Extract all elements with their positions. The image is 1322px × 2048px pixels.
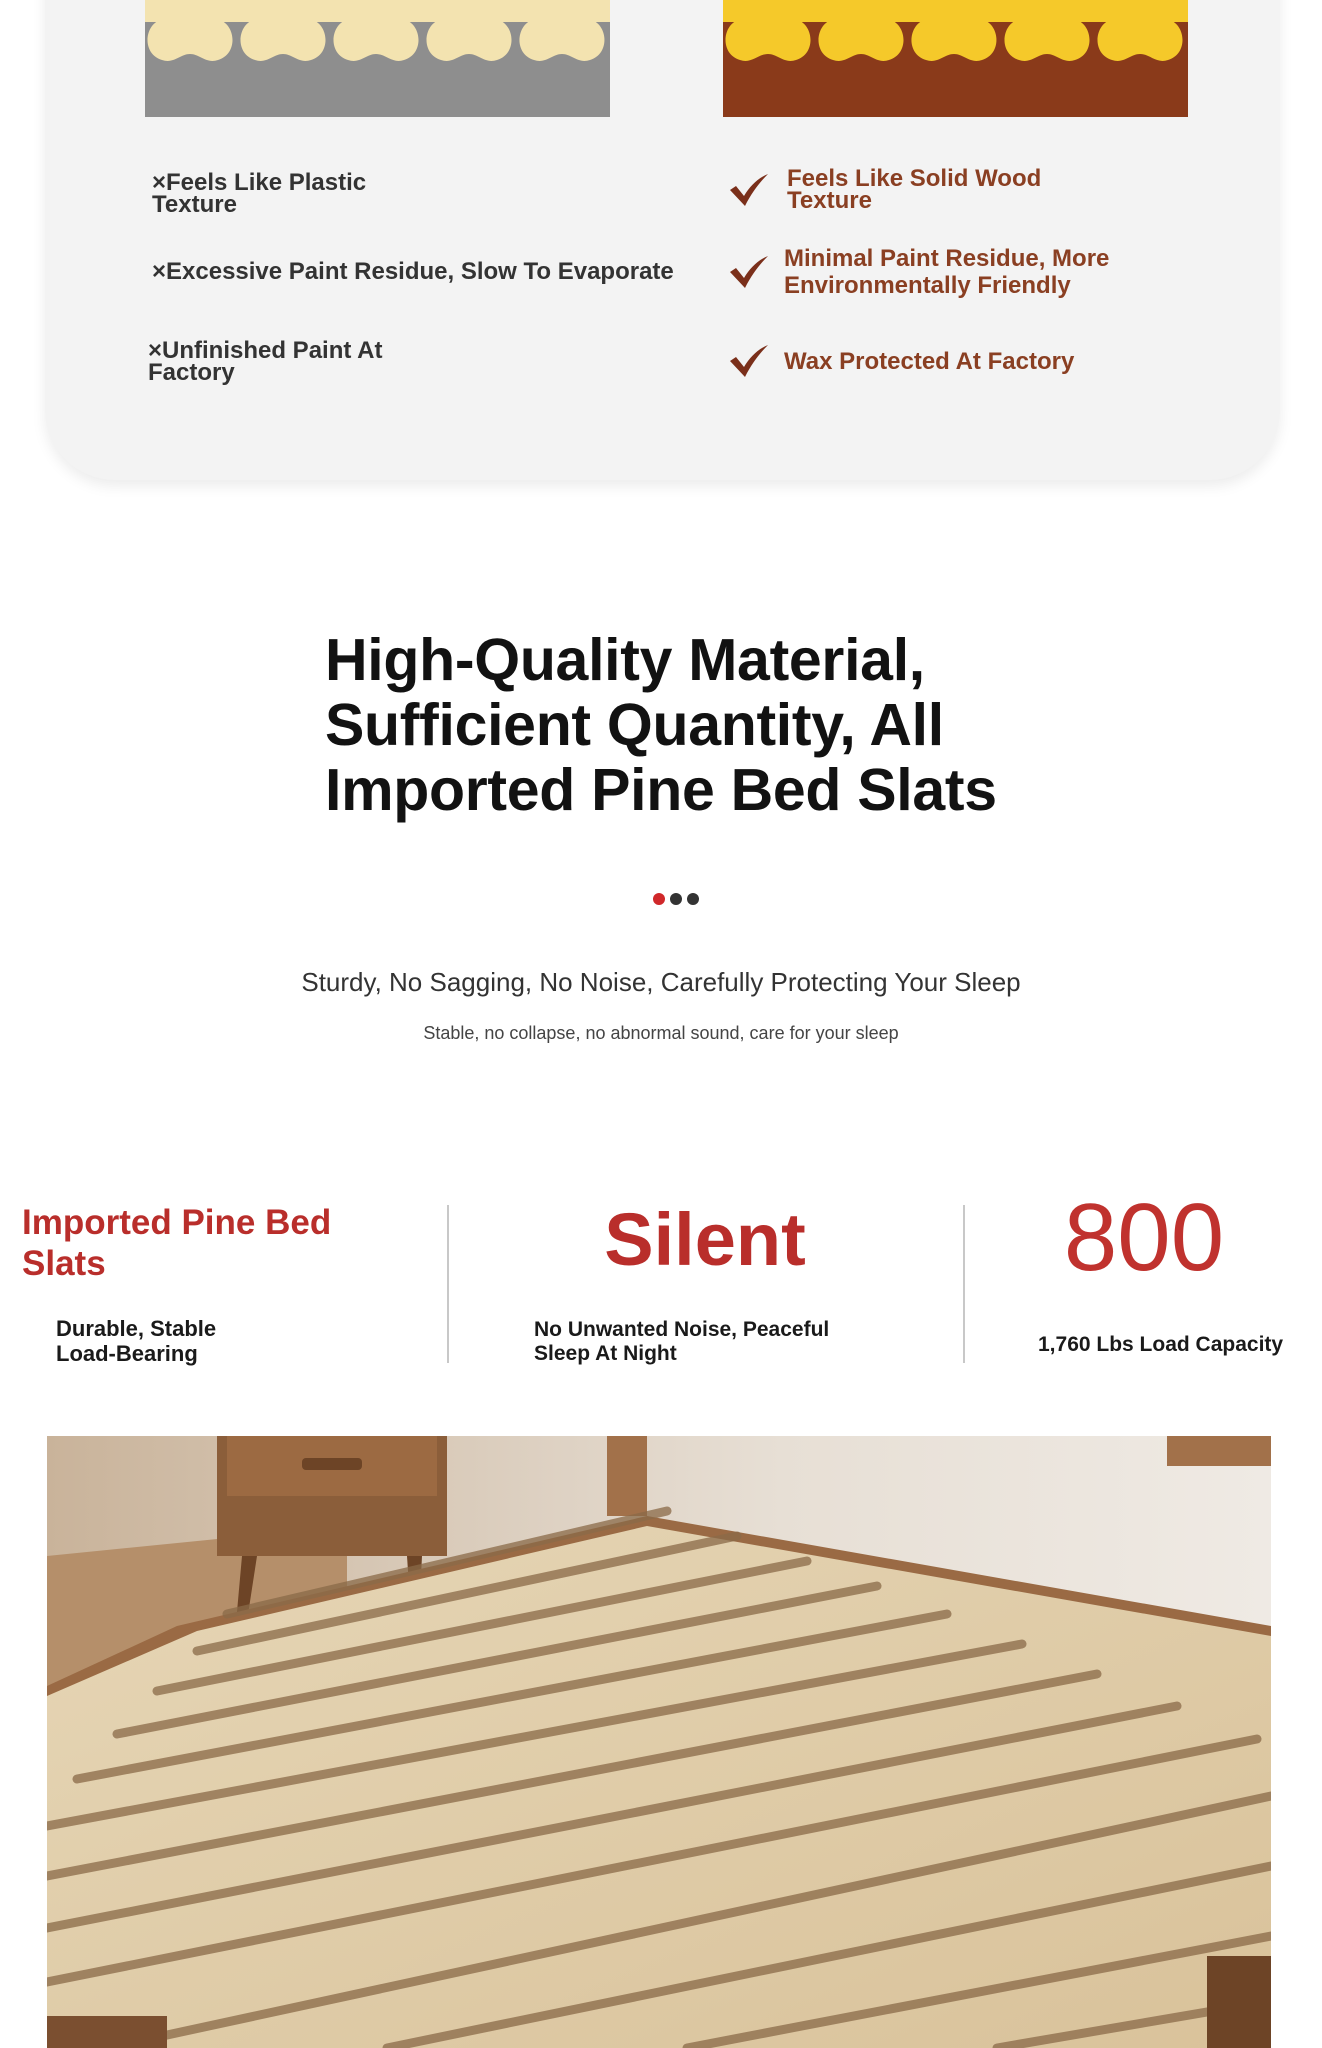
stat-divider [963, 1205, 965, 1363]
carousel-dot[interactable] [687, 893, 699, 905]
stat-desc-load-capacity: 1,760 Lbs Load Capacity [1038, 1333, 1284, 1356]
stat-divider [447, 1205, 449, 1363]
bed-slats-photo [47, 1436, 1271, 2048]
stat-title-silent: Silent [604, 1198, 806, 1281]
wood-feature-paint-residue: Minimal Paint Residue, More Environmentally Friendly [784, 245, 1110, 299]
carousel-dot-active[interactable] [653, 893, 665, 905]
stat-value-800: 800 [1063, 1184, 1225, 1291]
plastic-texture-swatch [145, 0, 610, 117]
check-icon [728, 343, 770, 379]
wood-feature-texture: Feels Like Solid Wood Texture [787, 165, 1042, 214]
bed-slats-illustration [47, 1436, 1271, 2048]
check-icon [728, 172, 770, 208]
stat-title-pine-slats: Imported Pine Bed Slats [22, 1203, 332, 1283]
section-caption: Stable, no collapse, no abnormal sound, care for your sleep [423, 1023, 899, 1043]
carousel-dot[interactable] [670, 893, 682, 905]
plastic-feature-unfinished-paint: ×Unfinished Paint At Factory [148, 337, 383, 386]
wood-texture-swatch [723, 0, 1188, 117]
wood-feature-wax-protected: Wax Protected At Factory [784, 348, 1075, 375]
plastic-feature-texture: ×Feels Like Plastic Texture [152, 169, 367, 218]
page-title: High-Quality Material, Sufficient Quantity, All Imported Pine Bed Slats [325, 627, 997, 823]
check-icon [728, 254, 770, 290]
stat-desc-durable: Durable, Stable Load-Bearing [56, 1316, 217, 1366]
stat-desc-silent: No Unwanted Noise, Peaceful Sleep At Night [534, 1318, 830, 1365]
carousel-dots [653, 893, 701, 907]
plastic-feature-paint-residue: ×Excessive Paint Residue, Slow To Evaporate [152, 258, 674, 285]
section-subtitle: Sturdy, No Sagging, No Noise, Carefully Protecting Your Sleep [301, 967, 1021, 997]
